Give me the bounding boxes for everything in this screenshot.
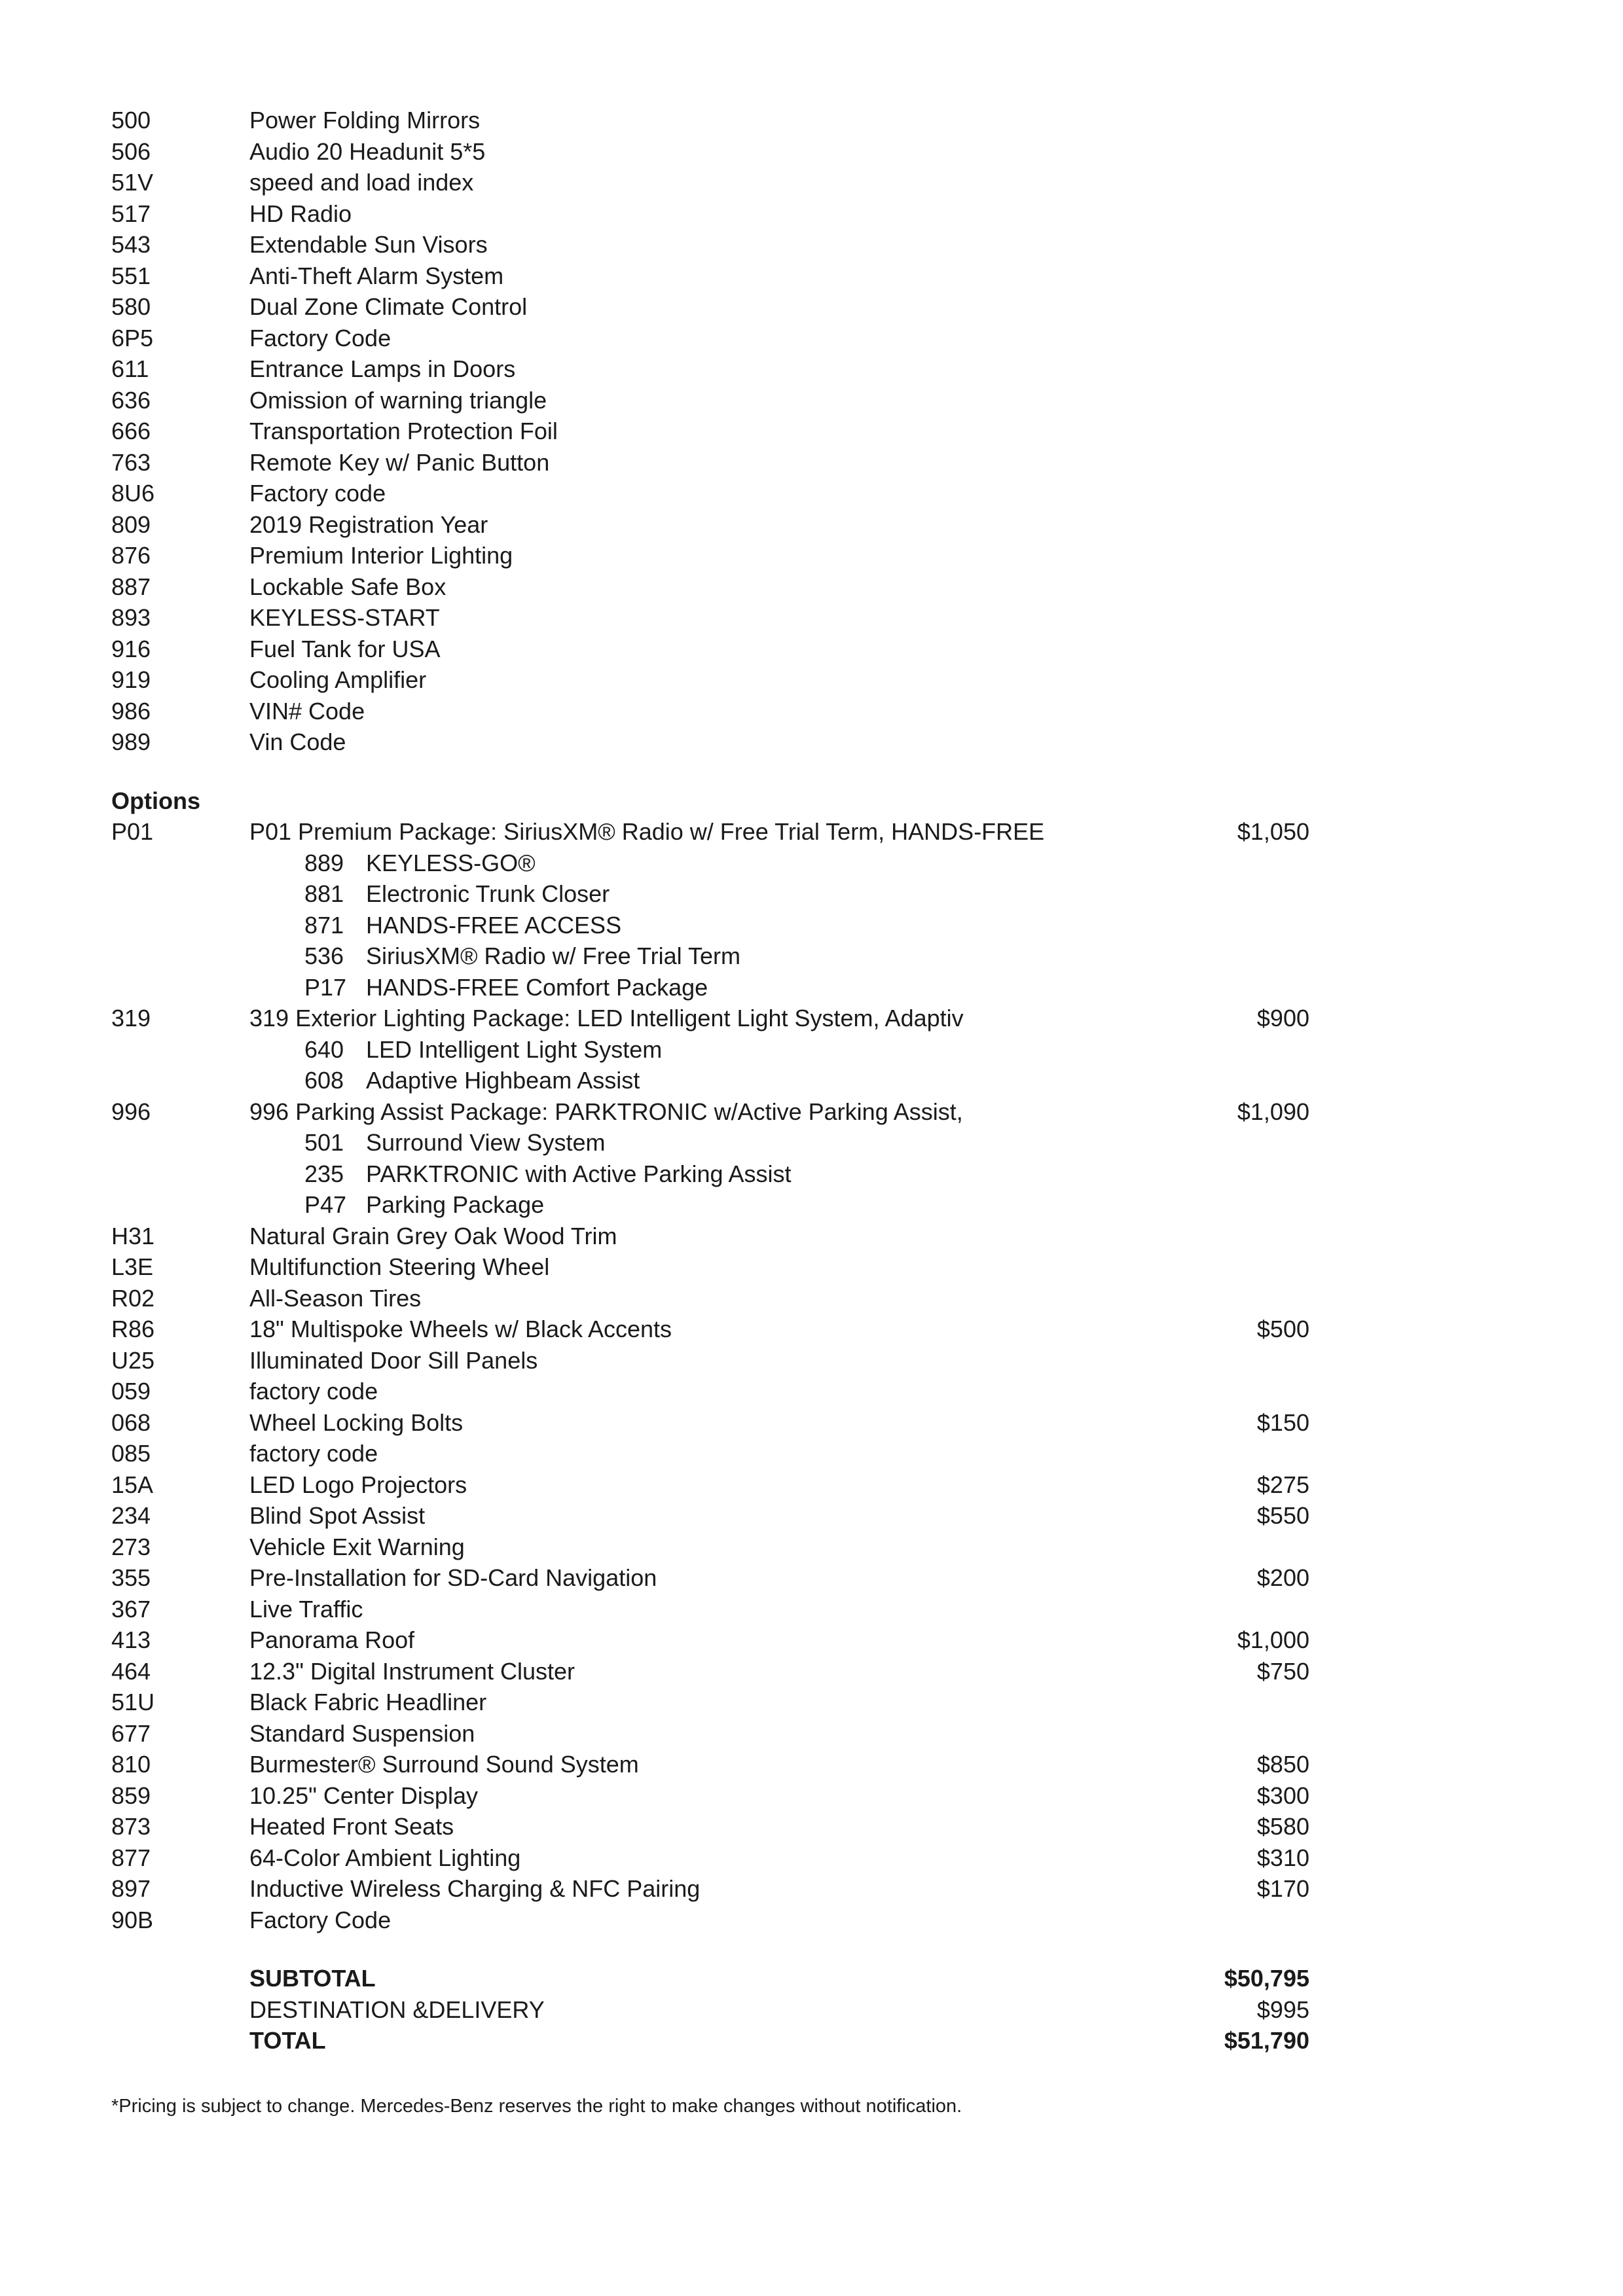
option-description: Factory Code bbox=[249, 1906, 392, 1933]
option-row bbox=[111, 1687, 1309, 1718]
option-description: 12.3" Digital Instrument Cluster bbox=[249, 1657, 575, 1685]
total-row bbox=[111, 2025, 1309, 2056]
option-description: factory code bbox=[249, 1378, 378, 1405]
option-row bbox=[111, 1376, 1309, 1407]
item-code: 989 bbox=[111, 728, 151, 755]
item-code: 551 bbox=[111, 262, 151, 289]
option-row bbox=[111, 1345, 1309, 1376]
option-code: 90B bbox=[111, 1906, 154, 1933]
option-code: 996 bbox=[111, 1098, 151, 1125]
option-row bbox=[111, 1905, 1309, 1936]
subitem-description: Electronic Trunk Closer bbox=[366, 880, 610, 907]
option-code: 355 bbox=[111, 1564, 151, 1591]
item-code: 986 bbox=[111, 697, 151, 725]
subtotal-value: $50,795 bbox=[1224, 1965, 1309, 1992]
standard-item-row bbox=[111, 602, 1309, 634]
option-price: $300 bbox=[1256, 1782, 1309, 1809]
standard-item-row bbox=[111, 696, 1309, 727]
option-code: 810 bbox=[111, 1751, 151, 1778]
option-description: Panorama Roof bbox=[249, 1626, 415, 1653]
option-description: 996 Parking Assist Package: PARKTRONIC w/Active Parking Assist, bbox=[249, 1098, 963, 1125]
option-description: Natural Grain Grey Oak Wood Trim bbox=[249, 1222, 617, 1249]
option-code: 367 bbox=[111, 1595, 151, 1623]
item-description: Extendable Sun Visors bbox=[249, 231, 488, 258]
option-description: Inductive Wireless Charging & NFC Pairing bbox=[249, 1875, 701, 1902]
package-subitem-row bbox=[111, 848, 1309, 879]
option-description: 10.25" Center Display bbox=[249, 1782, 478, 1809]
package-subitem-row bbox=[111, 878, 1309, 910]
item-code: 636 bbox=[111, 386, 151, 414]
option-code: 859 bbox=[111, 1782, 151, 1809]
option-price: $750 bbox=[1256, 1657, 1309, 1685]
option-code: U25 bbox=[111, 1346, 155, 1374]
standard-item-row bbox=[111, 229, 1309, 260]
option-code: 873 bbox=[111, 1813, 151, 1840]
option-description: LED Logo Projectors bbox=[249, 1471, 467, 1498]
option-code: 085 bbox=[111, 1440, 151, 1467]
item-code: 500 bbox=[111, 107, 151, 134]
item-description: Dual Zone Climate Control bbox=[249, 293, 528, 320]
options-section-heading bbox=[111, 785, 1309, 817]
option-row bbox=[111, 1749, 1309, 1780]
option-row bbox=[111, 1624, 1309, 1656]
option-price: $500 bbox=[1256, 1316, 1309, 1342]
option-code: 877 bbox=[111, 1844, 151, 1871]
item-description: Factory code bbox=[249, 480, 386, 507]
subtotal-row bbox=[111, 1963, 1309, 1994]
option-price: $1,090 bbox=[1237, 1098, 1309, 1125]
option-code: 059 bbox=[111, 1378, 151, 1405]
item-description: Factory Code bbox=[249, 324, 392, 351]
option-code: 413 bbox=[111, 1626, 151, 1653]
total-value: $51,790 bbox=[1224, 2027, 1309, 2054]
item-description: KEYLESS-START bbox=[249, 604, 440, 631]
package-subitem-row bbox=[111, 910, 1309, 941]
option-price: $850 bbox=[1256, 1751, 1309, 1778]
package-subitem-row bbox=[111, 1065, 1309, 1096]
subtotal-label: SUBTOTAL bbox=[249, 1965, 376, 1992]
subitem-description: HANDS-FREE Comfort Package bbox=[366, 973, 708, 1001]
standard-item-row bbox=[111, 260, 1309, 292]
option-price: $150 bbox=[1256, 1408, 1309, 1436]
option-code: 273 bbox=[111, 1533, 151, 1560]
option-code: 234 bbox=[111, 1502, 151, 1529]
option-row bbox=[111, 816, 1309, 848]
subitem-description: Adaptive Highbeam Assist bbox=[366, 1067, 640, 1094]
item-description: Audio 20 Headunit 5*5 bbox=[249, 137, 486, 165]
standard-item-row bbox=[111, 664, 1309, 696]
option-code: L3E bbox=[111, 1253, 154, 1280]
standard-item-row bbox=[111, 571, 1309, 603]
item-code: 611 bbox=[111, 355, 149, 382]
option-price: $200 bbox=[1256, 1564, 1309, 1591]
standard-item-row bbox=[111, 726, 1309, 758]
standard-item-row bbox=[111, 447, 1309, 478]
standard-item-row bbox=[111, 509, 1309, 541]
standard-item-row bbox=[111, 385, 1309, 416]
option-row bbox=[111, 1780, 1309, 1812]
standard-item-row bbox=[111, 353, 1309, 385]
option-price: $1,000 bbox=[1237, 1626, 1309, 1653]
option-row bbox=[111, 1532, 1309, 1563]
option-row bbox=[111, 1656, 1309, 1687]
item-code: 666 bbox=[111, 418, 151, 444]
option-price: $275 bbox=[1256, 1471, 1309, 1498]
item-code: 580 bbox=[111, 293, 151, 320]
option-description: 18" Multispoke Wheels w/ Black Accents bbox=[249, 1316, 672, 1342]
option-row bbox=[111, 1811, 1309, 1842]
option-row bbox=[111, 1500, 1309, 1532]
package-subitem-row bbox=[111, 1189, 1309, 1221]
subitem-code: 640 bbox=[304, 1035, 344, 1063]
option-description: Blind Spot Assist bbox=[249, 1502, 426, 1529]
subitem-code: 871 bbox=[304, 911, 344, 939]
option-description: Vehicle Exit Warning bbox=[249, 1533, 465, 1560]
package-subitem-row bbox=[111, 1127, 1309, 1158]
option-row bbox=[111, 1221, 1309, 1252]
option-price: $580 bbox=[1256, 1813, 1309, 1840]
destination-label: DESTINATION &DELIVERY bbox=[249, 1996, 545, 2023]
item-code: 919 bbox=[111, 666, 151, 693]
option-price: $550 bbox=[1256, 1502, 1309, 1529]
option-code: 897 bbox=[111, 1875, 151, 1902]
item-code: 893 bbox=[111, 604, 151, 631]
item-code: 809 bbox=[111, 511, 151, 538]
item-description: Entrance Lamps in Doors bbox=[249, 355, 516, 382]
item-code: 517 bbox=[111, 200, 151, 227]
subitem-description: Parking Package bbox=[366, 1191, 545, 1218]
options-heading: Options bbox=[111, 787, 200, 814]
subitem-code: P17 bbox=[304, 973, 347, 1001]
option-code: 464 bbox=[111, 1657, 151, 1685]
item-code: 6P5 bbox=[111, 324, 154, 351]
item-description: VIN# Code bbox=[249, 697, 365, 725]
item-description: 2019 Registration Year bbox=[249, 511, 488, 538]
option-row bbox=[111, 1283, 1309, 1314]
option-row bbox=[111, 1251, 1309, 1283]
option-price: $900 bbox=[1256, 1005, 1309, 1031]
item-description: Fuel Tank for USA bbox=[249, 635, 441, 662]
option-code: P01 bbox=[111, 818, 154, 845]
option-description: Live Traffic bbox=[249, 1595, 363, 1623]
subitem-description: Surround View System bbox=[366, 1129, 606, 1156]
standard-item-row bbox=[111, 105, 1309, 136]
standard-item-row bbox=[111, 323, 1309, 354]
item-description: Transportation Protection Foil bbox=[249, 418, 558, 444]
destination-value: $995 bbox=[1256, 1996, 1309, 2023]
item-code: 916 bbox=[111, 635, 151, 662]
option-code: 068 bbox=[111, 1408, 151, 1436]
option-description: Pre-Installation for SD-Card Navigation bbox=[249, 1564, 657, 1591]
item-description: Power Folding Mirrors bbox=[249, 107, 481, 134]
destination-row bbox=[111, 1994, 1309, 2026]
subitem-code: 501 bbox=[304, 1129, 344, 1156]
subitem-code: 536 bbox=[304, 942, 344, 969]
item-description: Anti-Theft Alarm System bbox=[249, 262, 504, 289]
item-description: Vin Code bbox=[249, 728, 346, 755]
subitem-code: 608 bbox=[304, 1067, 344, 1094]
package-subitem-row bbox=[111, 972, 1309, 1003]
standard-item-row bbox=[111, 416, 1309, 447]
option-code: R02 bbox=[111, 1284, 155, 1312]
standard-item-row bbox=[111, 136, 1309, 168]
subitem-description: PARKTRONIC with Active Parking Assist bbox=[366, 1160, 792, 1187]
option-code: 319 bbox=[111, 1005, 151, 1031]
option-row bbox=[111, 1873, 1309, 1905]
option-description: Multifunction Steering Wheel bbox=[249, 1253, 550, 1280]
option-description: factory code bbox=[249, 1440, 378, 1467]
option-row bbox=[111, 1842, 1309, 1874]
option-description: Standard Suspension bbox=[249, 1719, 475, 1747]
subitem-code: 235 bbox=[304, 1160, 344, 1187]
option-description: 319 Exterior Lighting Package: LED Intelligent Light System, Adaptiv bbox=[249, 1005, 964, 1031]
item-description: Lockable Safe Box bbox=[249, 573, 447, 600]
option-row bbox=[111, 1562, 1309, 1594]
option-description: All-Season Tires bbox=[249, 1284, 422, 1312]
option-description: Burmester® Surround Sound System bbox=[249, 1751, 639, 1778]
standard-item-row bbox=[111, 478, 1309, 509]
option-description: Illuminated Door Sill Panels bbox=[249, 1346, 538, 1374]
subitem-description: KEYLESS-GO® bbox=[366, 849, 536, 876]
option-description: P01 Premium Package: SiriusXM® Radio w/ Free Trial Term, HANDS-FREE bbox=[249, 818, 1045, 845]
standard-item-row bbox=[111, 198, 1309, 230]
subitem-code: P47 bbox=[304, 1191, 347, 1218]
item-description: speed and load index bbox=[249, 169, 474, 196]
option-row bbox=[111, 1469, 1309, 1501]
subitem-code: 889 bbox=[304, 849, 344, 876]
option-code: 15A bbox=[111, 1471, 154, 1498]
standard-item-row bbox=[111, 540, 1309, 571]
item-description: Premium Interior Lighting bbox=[249, 542, 513, 569]
option-code: 51U bbox=[111, 1689, 155, 1715]
item-code: 8U6 bbox=[111, 480, 155, 507]
subitem-description: SiriusXM® Radio w/ Free Trial Term bbox=[366, 942, 740, 969]
item-description: Omission of warning triangle bbox=[249, 386, 547, 414]
item-code: 887 bbox=[111, 573, 151, 600]
package-subitem-row bbox=[111, 941, 1309, 972]
option-description: Wheel Locking Bolts bbox=[249, 1408, 464, 1436]
standard-item-row bbox=[111, 634, 1309, 665]
option-row bbox=[111, 1438, 1309, 1469]
item-description: HD Radio bbox=[249, 200, 352, 227]
option-row bbox=[111, 1407, 1309, 1439]
standard-item-row bbox=[111, 291, 1309, 323]
subitem-description: HANDS-FREE ACCESS bbox=[366, 911, 622, 939]
package-subitem-row bbox=[111, 1034, 1309, 1066]
option-description: 64-Color Ambient Lighting bbox=[249, 1844, 521, 1871]
item-description: Remote Key w/ Panic Button bbox=[249, 448, 550, 476]
option-price: $310 bbox=[1256, 1844, 1309, 1871]
option-row bbox=[111, 1003, 1309, 1034]
option-description: Heated Front Seats bbox=[249, 1813, 454, 1840]
item-code: 543 bbox=[111, 231, 151, 258]
total-label: TOTAL bbox=[249, 2027, 326, 2054]
item-description: Cooling Amplifier bbox=[249, 666, 427, 693]
subitem-description: LED Intelligent Light System bbox=[366, 1035, 663, 1063]
item-code: 763 bbox=[111, 448, 151, 476]
option-code: R86 bbox=[111, 1316, 155, 1342]
option-price: $170 bbox=[1256, 1875, 1309, 1902]
item-code: 51V bbox=[111, 169, 154, 196]
option-row bbox=[111, 1718, 1309, 1749]
standard-item-row bbox=[111, 167, 1309, 198]
item-code: 876 bbox=[111, 542, 151, 569]
option-code: H31 bbox=[111, 1222, 155, 1249]
subitem-code: 881 bbox=[304, 880, 344, 907]
option-row bbox=[111, 1594, 1309, 1625]
option-code: 677 bbox=[111, 1719, 151, 1747]
option-row bbox=[111, 1096, 1309, 1128]
option-description: Black Fabric Headliner bbox=[249, 1689, 487, 1715]
package-subitem-row bbox=[111, 1158, 1309, 1190]
pricing-footnote: *Pricing is subject to change. Mercedes-Benz reserves the right to make changes without notification. bbox=[111, 2096, 962, 2117]
option-row bbox=[111, 1314, 1309, 1345]
option-price: $1,050 bbox=[1237, 818, 1309, 845]
item-code: 506 bbox=[111, 137, 151, 165]
